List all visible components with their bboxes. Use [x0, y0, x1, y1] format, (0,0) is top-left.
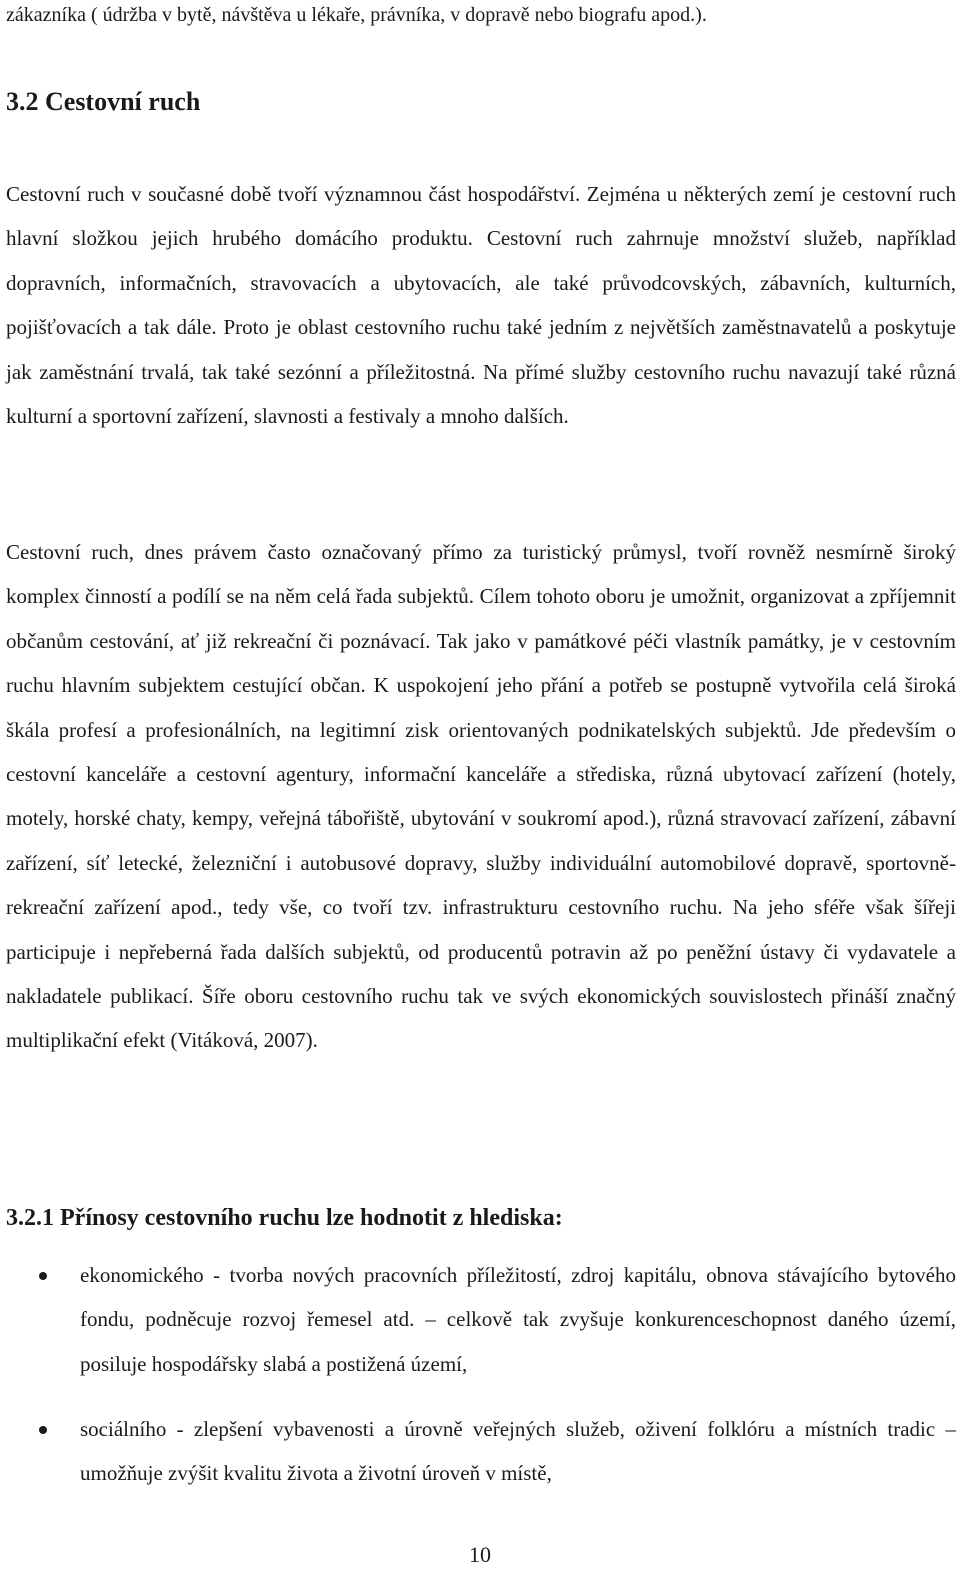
list-item: [6, 1253, 956, 1386]
list-item-text: sociálního - zlepšení vybavenosti a úrovně veřejných služeb, oživení folklóru a místních tradic – umožňuje zvýšit kvalitu života a životní úroveň v místě,: [80, 1417, 956, 1486]
bullet-icon: [39, 1272, 47, 1280]
continued-text-line: zákazníka ( údržba v bytě, návštěva u lékaře, právníka, v dopravě nebo biografu apod.).: [6, 4, 707, 26]
list-item-text: ekonomického - tvorba nových pracovních příležitostí, zdroj kapitálu, obnova stávajícího bytového fondu, podněcuje rozvoj řemesel atd. – celkově tak zvyšuje konkurenceschopnost daného území, posiluje hospodářsky slabá a postižená území,: [80, 1263, 956, 1376]
paragraph: Cestovní ruch v současné době tvoří významnou část hospodářství. Zejména u některých zemí je cestovní ruch hlavní složkou jejich hrubého domácího produktu. Cestovní ruch zahrnuje množství služeb, například dopravních, informačních, stravovacích a ubytovacích, ale také průvodcovských, zábavních, kulturních, pojišťovacích a tak dále. Proto je oblast cestovního ruchu také jedním z největších zaměstnavatelů a poskytuje jak zaměstnání trvalá, tak také sezónní a příležitostná. Na přímé služby cestovního ruchu navazují také různá kulturní a sportovní zařízení, slavnosti a festivaly a mnoho dalších.: [6, 182, 956, 429]
page-number: 10: [469, 1542, 491, 1567]
bullet-list: [6, 1253, 956, 1386]
list-item: [6, 1407, 956, 1496]
section-heading: 3.2 Cestovní ruch: [6, 87, 201, 116]
bullet-icon: [39, 1426, 47, 1434]
paragraph: Cestovní ruch, dnes právem často označovaný přímo za turistický průmysl, tvoří rovněž nesmírně široký komplex činností a podílí se na něm celá řada subjektů. Cílem tohoto oboru je umožnit, organizovat a zpříjemnit občanům cestování, ať již rekreační či poznávací. Tak jako v památkové péči vlastník památky, je v cestovním ruchu hlavním subjektem cestující občan. K uspokojení jeho přání a potřeb se postupně vytvořila celá široká škála profesí a profesionálních, na legitimní zisk orientovaných podnikatelských subjektů. Jde především o cestovní kanceláře a cestovní agentury, informační kanceláře a střediska, různá ubytovací zařízení (hotely, motely, horské chaty, kempy, veřejná tábořiště, ubytování v soukromí apod.), různá stravovací zařízení, zábavní zařízení, síť letecké, železniční i autobusové dopravy, služby individuální automobilové dopravě, sportovně-rekreační zařízení apod., tedy vše, co tvoří tzv. infrastrukturu cestovního ruchu. Na jeho sféře však šířeji participuje i nepřeberná řada dalších subjektů, od producentů potravin až po peněžní ústavy či vydavatele a nakladatele publikací. Šíře oboru cestovního ruchu tak ve svých ekonomických souvislostech přináší značný multiplikační efekt (Vitáková, 2007).: [6, 540, 956, 1053]
subsection-heading: 3.2.1 Přínosy cestovního ruchu lze hodnotit z hlediska:: [6, 1205, 563, 1231]
bullet-list: [6, 1407, 956, 1496]
